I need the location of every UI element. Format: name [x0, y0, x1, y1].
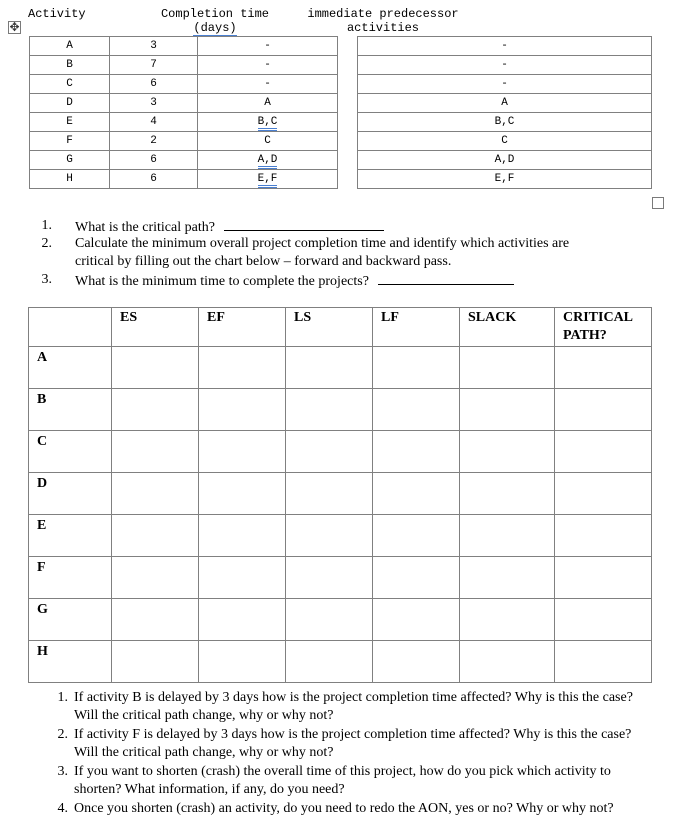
- chart-input-cell[interactable]: [199, 641, 286, 683]
- bottom-question-text: If activity B is delayed by 3 days how is the project completion time affected? Why is this the case? Will the critical path change, why or why not?: [74, 690, 633, 723]
- cell-spacer[interactable]: [338, 75, 358, 94]
- cell-empty[interactable]: -: [358, 56, 652, 75]
- chart-row: [29, 473, 652, 515]
- header-completion-line2: (days): [193, 21, 237, 35]
- chart-row: [29, 641, 652, 683]
- chart-input-cell[interactable]: [373, 473, 460, 515]
- chart-input-cell[interactable]: [555, 389, 652, 431]
- activity-row: [30, 94, 652, 113]
- predecessor-text: B,C: [258, 116, 278, 131]
- chart-input-cell[interactable]: [373, 347, 460, 389]
- chart-corner-cell: [29, 308, 112, 347]
- cell-completion-time[interactable]: 6: [110, 151, 198, 170]
- chart-input-cell[interactable]: [199, 473, 286, 515]
- bottom-question-text: If you want to shorten (crash) the overall time of this project, how do you pick which activity to shorten? What information, if any, do you need?: [74, 764, 611, 797]
- chart-input-cell[interactable]: [555, 431, 652, 473]
- question-2-text-cont: critical by filling out the chart below – forward and backward pass.: [75, 254, 452, 269]
- chart-input-cell[interactable]: [373, 431, 460, 473]
- cell-completion-time[interactable]: 4: [110, 113, 198, 132]
- bottom-question-number: 4.: [57, 801, 68, 816]
- table-move-handle-icon[interactable]: ✥: [9, 20, 20, 34]
- chart-input-cell[interactable]: [460, 641, 555, 683]
- cell-activity[interactable]: B: [30, 56, 110, 75]
- question-1-text: What is the critical path?: [75, 220, 215, 235]
- chart-input-cell[interactable]: [555, 347, 652, 389]
- cell-activity[interactable]: E: [30, 113, 110, 132]
- cell-empty[interactable]: B,C: [358, 113, 652, 132]
- chart-row: [29, 347, 652, 389]
- header-predecessors: [296, 7, 470, 35]
- chart-input-cell[interactable]: [555, 641, 652, 683]
- chart-input-cell[interactable]: [460, 347, 555, 389]
- chart-row: [29, 431, 652, 473]
- activity-row: [30, 170, 652, 189]
- chart-input-cell[interactable]: [373, 599, 460, 641]
- chart-input-cell[interactable]: [373, 557, 460, 599]
- cell-activity[interactable]: C: [30, 75, 110, 94]
- cell-spacer[interactable]: [338, 170, 358, 189]
- chart-input-cell[interactable]: [555, 515, 652, 557]
- chart-row-label: A: [29, 347, 112, 389]
- chart-input-cell[interactable]: [286, 473, 373, 515]
- cell-activity[interactable]: F: [30, 132, 110, 151]
- header-activity: Activity: [28, 7, 86, 21]
- chart-row-label: G: [29, 599, 112, 641]
- forward-backward-pass-chart: [28, 307, 652, 683]
- predecessor-text: -: [264, 59, 271, 71]
- answer-line-critical-path[interactable]: [224, 217, 384, 231]
- header-pred-line2: activities: [346, 21, 419, 35]
- chart-input-cell[interactable]: [373, 389, 460, 431]
- cell-empty[interactable]: E,F: [358, 170, 652, 189]
- chart-input-cell[interactable]: [460, 473, 555, 515]
- cell-spacer[interactable]: [338, 151, 358, 170]
- chart-input-cell[interactable]: [460, 389, 555, 431]
- chart-input-cell[interactable]: [112, 389, 199, 431]
- question-2-text: Calculate the minimum overall project completion time and identify which activities are: [75, 236, 570, 251]
- chart-input-cell[interactable]: [286, 515, 373, 557]
- chart-row-label: F: [29, 557, 112, 599]
- chart-header-critical-path: CRITICAL PATH?: [555, 308, 652, 347]
- chart-input-cell[interactable]: [286, 389, 373, 431]
- chart-input-cell[interactable]: [555, 557, 652, 599]
- chart-input-cell[interactable]: [112, 515, 199, 557]
- chart-input-cell[interactable]: [112, 473, 199, 515]
- cell-empty[interactable]: A,D: [358, 151, 652, 170]
- predecessor-text: A: [264, 97, 271, 109]
- cell-spacer[interactable]: [338, 94, 358, 113]
- bottom-question-text: Once you shorten (crash) an activity, do you need to redo the AON, yes or no? Why or why not?: [74, 801, 614, 816]
- chart-input-cell[interactable]: [373, 515, 460, 557]
- cell-empty[interactable]: -: [358, 37, 652, 56]
- cell-empty[interactable]: C: [358, 132, 652, 151]
- chart-input-cell[interactable]: [286, 599, 373, 641]
- chart-header-lf: LF: [373, 308, 460, 347]
- cell-completion-time[interactable]: 2: [110, 132, 198, 151]
- chart-row: [29, 599, 652, 641]
- predecessor-text: A,D: [258, 154, 278, 169]
- activity-row: [30, 37, 652, 56]
- cell-activity[interactable]: G: [30, 151, 110, 170]
- chart-input-cell[interactable]: [555, 599, 652, 641]
- chart-row-label: D: [29, 473, 112, 515]
- chart-input-cell[interactable]: [112, 599, 199, 641]
- cell-predecessor[interactable]: [198, 170, 338, 189]
- header-pred-line1: immediate predecessor: [307, 7, 459, 21]
- cell-activity[interactable]: H: [30, 170, 110, 189]
- chart-input-cell[interactable]: [460, 515, 555, 557]
- chart-header-ls: LS: [286, 308, 373, 347]
- header-completion-line1: Completion time: [160, 7, 270, 21]
- chart-input-cell[interactable]: [373, 641, 460, 683]
- activity-row: [30, 56, 652, 75]
- cell-completion-time[interactable]: 6: [110, 75, 198, 94]
- cell-predecessor[interactable]: [198, 113, 338, 132]
- predecessor-text: E,F: [258, 173, 278, 188]
- chart-input-cell[interactable]: [286, 557, 373, 599]
- predecessor-text: -: [264, 40, 271, 52]
- chart-input-cell[interactable]: [286, 641, 373, 683]
- cell-spacer[interactable]: [338, 113, 358, 132]
- chart-input-cell[interactable]: [286, 347, 373, 389]
- cell-completion-time[interactable]: 3: [110, 94, 198, 113]
- chart-row-label: C: [29, 431, 112, 473]
- chart-row-label: E: [29, 515, 112, 557]
- cell-predecessor[interactable]: [198, 56, 338, 75]
- chart-input-cell[interactable]: [112, 347, 199, 389]
- chart-header-es: ES: [112, 308, 199, 347]
- cell-predecessor[interactable]: [198, 75, 338, 94]
- cell-completion-time[interactable]: 6: [110, 170, 198, 189]
- cell-predecessor[interactable]: [198, 151, 338, 170]
- chart-row: [29, 389, 652, 431]
- chart-input-cell[interactable]: [460, 431, 555, 473]
- cell-empty[interactable]: -: [358, 75, 652, 94]
- bottom-question-text: If activity F is delayed by 3 days how is the project completion time affected? Why is this the case? Will the critical path change, why or why not?: [74, 727, 632, 760]
- table-resize-handle[interactable]: [652, 197, 664, 209]
- cell-spacer[interactable]: [338, 37, 358, 56]
- cell-predecessor[interactable]: [198, 37, 338, 56]
- chart-header-ef: EF: [199, 308, 286, 347]
- chart-input-cell[interactable]: [199, 557, 286, 599]
- predecessor-text: -: [264, 78, 271, 90]
- cell-empty[interactable]: A: [358, 94, 652, 113]
- chart-row: [29, 557, 652, 599]
- activity-row: [30, 113, 652, 132]
- chart-row-label: H: [29, 641, 112, 683]
- chart-input-cell[interactable]: [199, 389, 286, 431]
- chart-input-cell[interactable]: [460, 599, 555, 641]
- chart-input-cell[interactable]: [460, 557, 555, 599]
- chart-input-cell[interactable]: [112, 431, 199, 473]
- chart-input-cell[interactable]: [286, 431, 373, 473]
- bottom-question-number: 3.: [57, 764, 68, 779]
- cell-spacer[interactable]: [338, 132, 358, 151]
- activity-row: [30, 132, 652, 151]
- question-3-text: What is the minimum time to complete the projects?: [75, 274, 369, 289]
- activity-row: [30, 75, 652, 94]
- bottom-question-number: 1.: [57, 690, 68, 705]
- cell-predecessor[interactable]: [198, 94, 338, 113]
- chart-input-cell[interactable]: [199, 347, 286, 389]
- cell-spacer[interactable]: [338, 56, 358, 75]
- predecessor-text: C: [264, 135, 271, 147]
- chart-input-cell[interactable]: [199, 599, 286, 641]
- header-completion-time: [152, 7, 278, 35]
- chart-row: [29, 515, 652, 557]
- cell-predecessor[interactable]: [198, 132, 338, 151]
- chart-header-slack: SLACK: [460, 308, 555, 347]
- chart-input-cell[interactable]: [555, 473, 652, 515]
- activities-table: [29, 36, 652, 189]
- chart-input-cell[interactable]: [199, 515, 286, 557]
- answer-line-min-time[interactable]: [378, 271, 514, 285]
- activity-row: [30, 151, 652, 170]
- bottom-question-number: 2.: [57, 727, 68, 742]
- cell-completion-time[interactable]: 3: [110, 37, 198, 56]
- cell-activity[interactable]: A: [30, 37, 110, 56]
- chart-input-cell[interactable]: [112, 641, 199, 683]
- cell-activity[interactable]: D: [30, 94, 110, 113]
- cell-completion-time[interactable]: 7: [110, 56, 198, 75]
- chart-row-label: B: [29, 389, 112, 431]
- chart-input-cell[interactable]: [199, 431, 286, 473]
- chart-input-cell[interactable]: [112, 557, 199, 599]
